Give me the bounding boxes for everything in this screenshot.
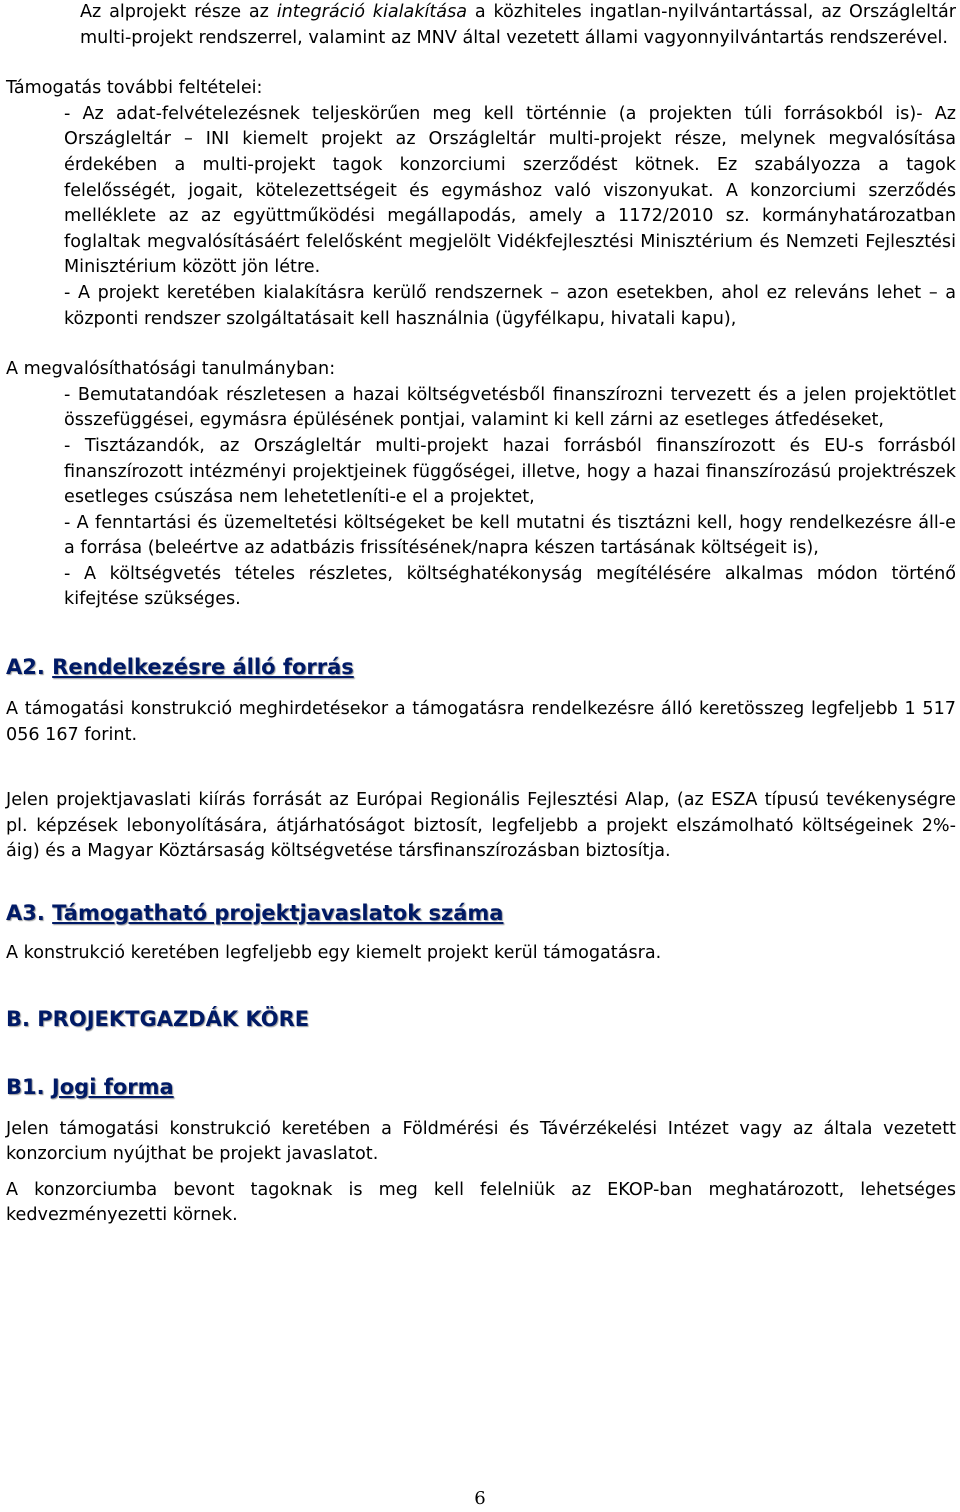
section-b1-number: B1. [6, 1074, 45, 1099]
section-a3-title: Támogatható projektjavaslatok száma [52, 901, 504, 926]
feasibility-title: A megvalósíthatósági tanulmányban: [6, 359, 336, 380]
section-b1-heading [6, 1073, 956, 1101]
conditions-item-1: - Az adat-felvételezésnek teljeskörűen meg kell történnie (a projekten túli forrásokból is)- Az Országleltár – INI kiemelt projekt az Országleltár multi-projekt része, melynek megvalósítása érdekében a multi-projekt tagok konzorciumi szerződést kötnek. Ez szabályozza a tagok felelősségét, jogait, kötelezettségeit és egymáshoz való viszonyukat. A konzorciumi szerződés melléklete az az együttműködési megállapodás, amely a 1172/2010 sz. kormányhatározatban foglaltak megvalósításáért felelősként megjelölt Vidékfejlesztési Minisztérium és Nemzeti Fejlesztési Minisztérium között jön létre. [64, 103, 956, 278]
page-number: 6 [474, 1488, 486, 1509]
b1-paragraph-1: Jelen támogatási konstrukció keretében a Földmérési és Távérzékelési Intézet vagy az általa vezetett konzorcium nyújthat be projekt javaslatot. [6, 1118, 956, 1165]
section-a2-heading [6, 653, 956, 681]
section-b1-title: Jogi forma [51, 1074, 174, 1099]
section-a2-number: A2. [6, 655, 45, 680]
section-b-heading: B. PROJEKTGAZDÁK KÖRE [6, 1006, 310, 1031]
section-a3-number: A3. [6, 901, 45, 926]
intro-rest: a közhiteles ingatlan-nyilvántartással, az Országleltár multi-projekt rendszerrel, valamint az MNV által vezetett állami vagyonnyilvántartás rendszerével. [80, 2, 956, 48]
intro-paragraph [6, 0, 956, 51]
a2-paragraph-2: Jelen projektjavaslati kiírás forrását az Európai Regionális Fejlesztési Alap, (az ESZA típusú tevékenységre pl. képzések lebonyolítására, átjárhatóságot biztosít, legfeljebb a projekt elszámolható költségeinek 2%-áig) és a Magyar Köztársaság költségvetése társfinanszírozásban biztosítja. [6, 790, 956, 862]
section-a3-heading [6, 899, 956, 927]
feasibility-item-1: - Bemutatandóak részletesen a hazai költségvetésből finanszírozni tervezett és a jelen projektötlet összefüggései, egymásra épülésének pontjai, valamint ki kell zárni az esetleges átfedéseket, [64, 384, 956, 431]
b1-paragraph-2: A konzorciumba bevont tagoknak is meg kell felelniük az EKOP-ban meghatározott, lehetséges kedvezményezetti körnek. [6, 1179, 956, 1226]
intro-italic: integráció kialakítása [276, 2, 468, 22]
intro-lead: Az alprojekt része az [80, 2, 277, 22]
a3-paragraph-1: A konstrukció keretében legfeljebb egy kiemelt projekt kerül támogatásra. [6, 943, 662, 964]
conditions-item-2: - A projekt keretében kialakításra kerülő rendszernek – azon esetekben, ahol ez releváns lehet – a központi rendszer szolgáltatásait kell használnia (ügyfélkapu, hivatali kapu), [64, 282, 956, 329]
conditions-title: Támogatás további feltételei: [6, 78, 263, 99]
section-a2-title: Rendelkezésre álló forrás [52, 655, 354, 680]
document-page [6, 0, 956, 1229]
feasibility-item-2: - Tisztázandók, az Országleltár multi-projekt hazai forrásból finanszírozott és EU-s forrásból finanszírozott intézményi projektjeinek függőségei, illetve, hogy a hazai finanszírozású projektrészek esetleges csúszása nem lehetetleníti-e el a projektet, [64, 435, 956, 508]
feasibility-item-3: - A fenntartási és üzemeltetési költségeket be kell mutatni és tisztázni kell, hogy rendelkezésre áll-e a forrása (beleértve az adatbázis frissítésének/napra készen tartásának költségeit is), [64, 512, 956, 559]
feasibility-item-4: - A költségvetés tételes részletes, költséghatékonyság megítélésére alkalmas módon történő kifejtése szükséges. [64, 563, 956, 610]
a2-paragraph-1: A támogatási konstrukció meghirdetésekor a támogatásra rendelkezésre álló keretösszeg legfeljebb 1 517 056 167 forint. [6, 699, 956, 745]
